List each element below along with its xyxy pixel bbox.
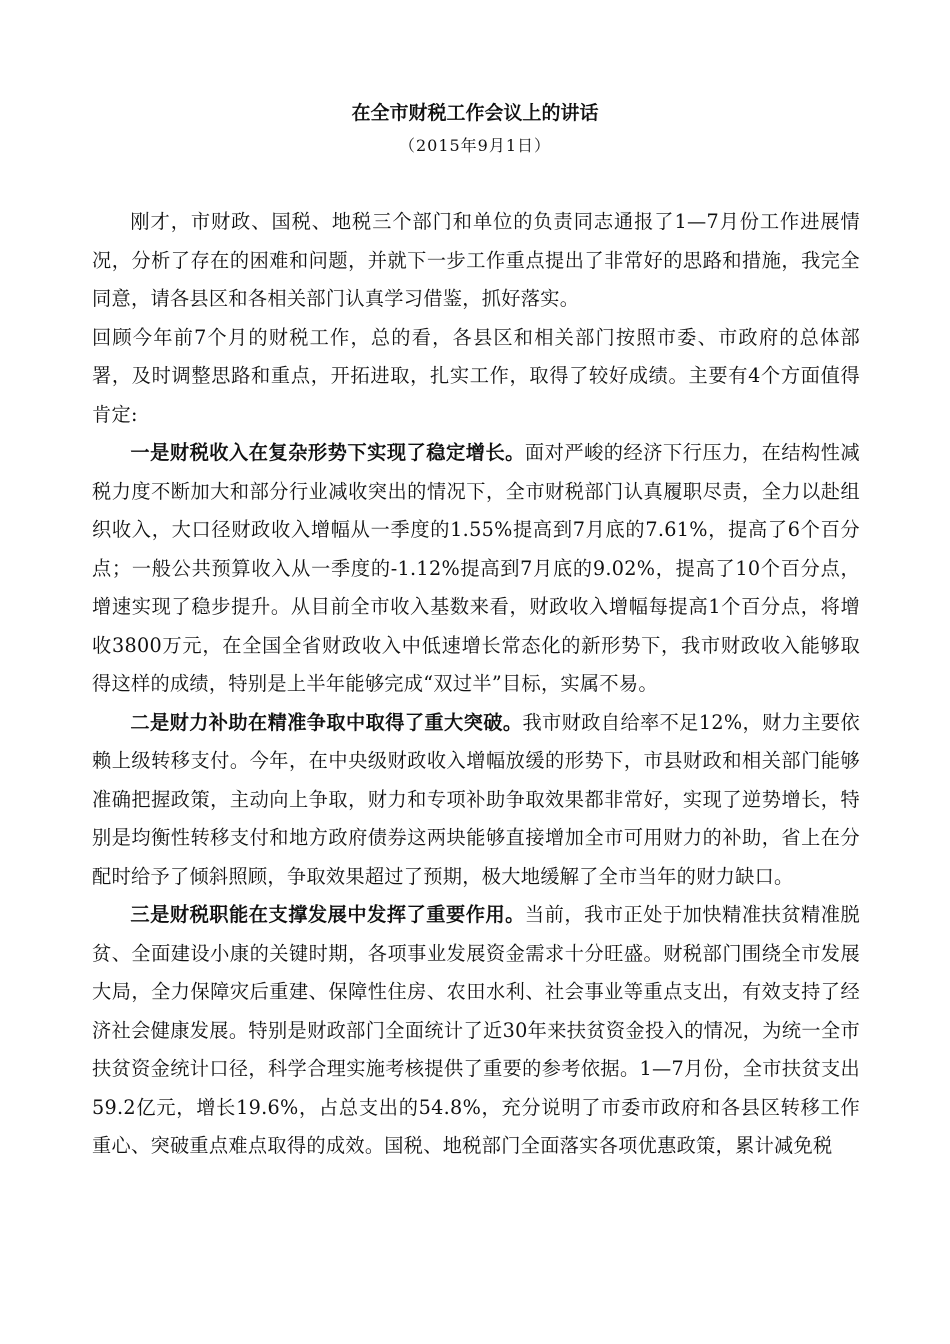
paragraph-text: 刚才，市财政、国税、地税三个部门和单位的负责同志通报了1—7月份工作进展情况，分析了存在的困难和问题，并就下一步工作重点提出了非常好的思路和措施，我完全同意，请各县区和各相关部门认真学习借鉴，抓好落实。 [92, 210, 860, 310]
paragraph-review [92, 319, 860, 435]
paragraph-text: 我市财政自给率不足12%，财力主要依赖上级转移支付。今年，在中央级财政收入增幅放缓的形势下，市县财政和相关部门能够准确把握政策，主动向上争取，财力和专项补助争取效果都非常好，实现了逆势增长，特别是均衡性转移支付和地方政府债券这两块能够直接增加全市可用财力的补助，省上在分配时给予了倾斜照顾，争取效果超过了预期，极大地缓解了全市当年的财力缺口。 [92, 710, 861, 888]
speech-date: （2015年9月1日） [398, 136, 552, 155]
paragraph-text: 回顾今年前7个月的财税工作，总的看，各县区和相关部门按照市委、市政府的总体部署，及时调整思路和重点，开拓进取，扎实工作，取得了较好成绩。主要有4个方面值得肯定: [92, 325, 860, 426]
paragraph-lead: 三是财税职能在支撑发展中发挥了重要作用。 [130, 903, 525, 926]
paragraph-intro [92, 203, 860, 319]
paragraph-point-3 [92, 896, 860, 1166]
page-title: 在全市财税工作会议上的讲话 [351, 102, 599, 124]
document-body [92, 203, 860, 1166]
paragraph-point-2 [92, 704, 860, 897]
paragraph-point-1 [92, 434, 860, 704]
paragraph-lead: 一是财税收入在复杂形势下实现了稳定增长。 [130, 441, 525, 464]
paragraph-text: 面对严峻的经济下行压力，在结构性减税力度不断加大和部分行业减收突出的情况下，全市财税部门认真履职尽责，全力以赴组织收入，大口径财政收入增幅从一季度的1.55%提高到7月底的7.61%，提高了6个百分点；一般公共预算收入从一季度的-1.12%提高到7月底的9.02%，提高了10个百分点，增速实现了稳步提升。从目前全市收入基数来看，财政收入增幅每提高1个百分点，将增收3800万元，在全国全省财政收入中低速增长常态化的新形势下，我市财政收入能够取得这样的成绩，特别是上半年能够完成“双过半”目标，实属不易。 [92, 441, 860, 695]
paragraph-lead: 二是财力补助在精准争取中取得了重大突破。 [130, 710, 523, 734]
paragraph-text: 当前，我市正处于加快精准扶贫精准脱贫、全面建设小康的关键时期，各项事业发展资金需求十分旺盛。财税部门围绕全市发展大局，全力保障灾后重建、保障性住房、农田水利、社会事业等重点支出，有效支持了经济社会健康发展。特别是财政部门全面统计了近30年来扶贫资金投入的情况，为统一全市扶贫资金统计口径，科学合理实施考核提供了重要的参考依据。1—7月份，全市扶贫支出59.2亿元，增长19.6%，占总支出的54.8%，充分说明了市委市政府和各县区转移工作重心、突破重点难点取得的成效。国税、地税部门全面落实各项优惠政策，累计减免税 [92, 903, 860, 1157]
